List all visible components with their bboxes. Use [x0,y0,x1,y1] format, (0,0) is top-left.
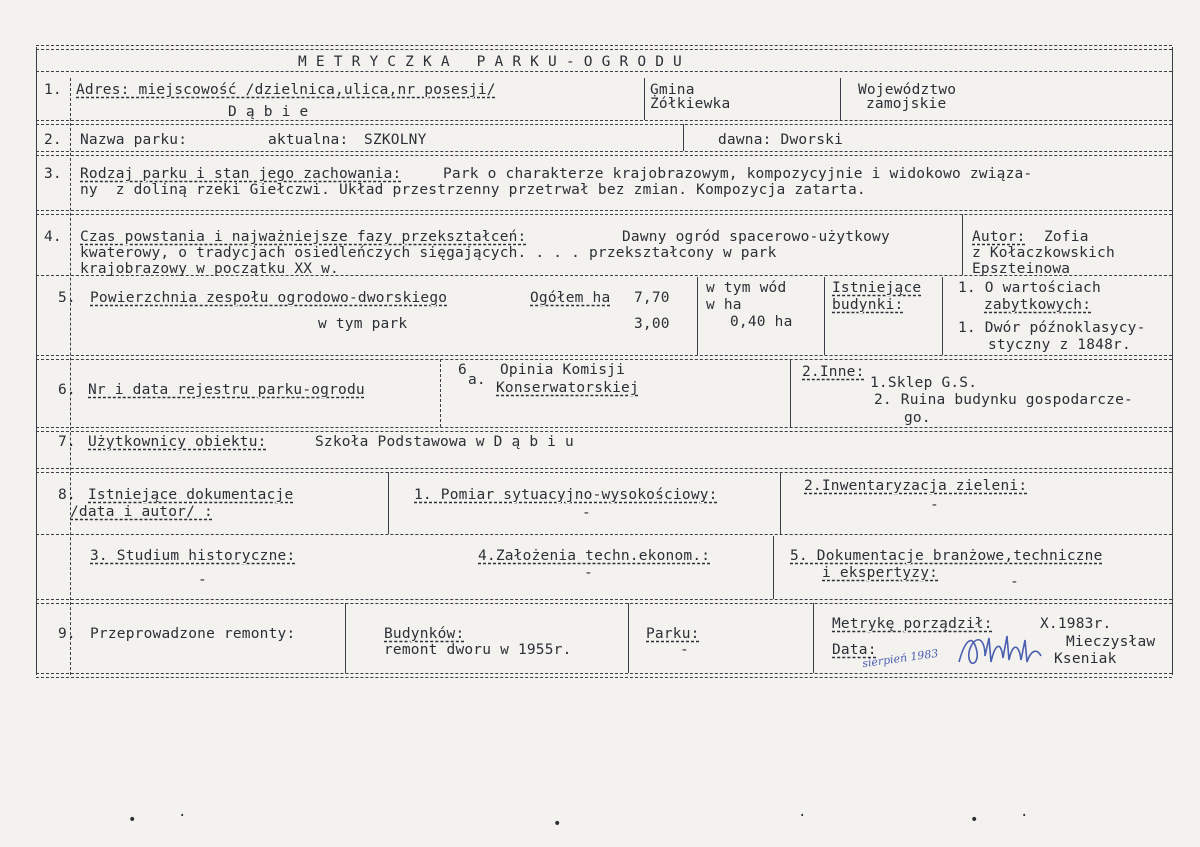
register-label: Nr i data rejestru parku-ogrodu [88,382,365,398]
author-name-1: Zofia [1044,229,1089,245]
opinion-number: 6 [458,362,467,378]
divider-r7 [36,468,1172,473]
divider-r6 [36,427,1172,432]
water-label-2: w ha [706,297,742,313]
page-mark: · [178,808,187,824]
greenery-label: 2.Inwentaryzacja zieleni: [804,478,1028,494]
survey-value: - [582,505,591,521]
r8-sep-a [388,472,389,534]
author-name-2: z Kołaczkowskich [972,245,1115,261]
gmina-label: Gmina [650,82,695,98]
voivodeship-label: Województwo [858,82,957,98]
r5-sep-a [697,277,698,355]
divider-r2 [36,151,1172,156]
r1-sep-b [840,78,841,120]
voivodeship-value: zamojskie [866,96,947,112]
docs-label-1: Istniejące dokumentacje [88,487,294,503]
gmina-value: Żółkiewka [650,96,731,112]
former-name: dawna: Dworski [718,132,844,148]
row-number-8: 8. [58,487,76,503]
r1-sep-a [644,78,645,120]
park-area-value: 3,00 [634,316,670,332]
row-number-3: 3. [44,166,62,182]
page-mark: • [970,812,979,828]
address-value: D ą b i e [228,104,309,120]
left-border [36,47,37,675]
econ-value: - [584,565,593,581]
history-study-label: 3. Studium historyczne: [90,548,296,564]
current-name-label: aktualna: [268,132,349,148]
page-mark: · [798,808,807,824]
history-text-1: Dawny ogród spacerowo-użytkowy [622,229,890,245]
area-label: Powierzchnia zespołu ogrodowo-dworskiego [90,290,448,306]
divider-r5 [36,355,1172,360]
buildings-repair-value: remont dworu w 1955r. [384,642,572,658]
row-number-7: 7. [58,434,76,450]
row-number-9: 9. [58,626,76,642]
valuable-buildings-3: 1. Dwór późnoklasycy- [958,320,1146,336]
park-area-label: w tym park [318,316,408,332]
divider-r3 [36,210,1172,215]
r9-sep-b [628,603,629,673]
users-label: Użytkownicy obiektu: [88,434,267,450]
prepared-name-2: Kseniak [1054,651,1117,667]
water-value: 0,40 ha [730,314,793,330]
survey-label: 1. Pomiar sytuacyjno-wysokościowy: [414,487,718,503]
signature-icon [955,622,1045,674]
prepared-by-label: Metrykę porządził: [832,616,993,632]
page-title: M E T R Y C Z K A P A R K U - O G R O D U [298,54,682,70]
opinion-letter: a. [468,372,486,388]
history-study-value: - [198,572,207,588]
author-name-3: Epszteinowa [972,261,1071,277]
current-name-value: SZKOLNY [364,132,427,148]
row-number-2: 2. [44,132,62,148]
r5-sep-c [942,277,943,355]
r8-sep-b [780,472,781,534]
handwritten-date: sierpień 1983 [861,646,940,671]
top-border [36,45,1172,50]
row-number-4: 4. [44,229,62,245]
history-text-2: kwaterowy, o tradycjach osiedleńczych sięgających. . . . przekształcony w park [80,245,777,261]
page-mark: · [1020,808,1029,824]
opinion-label-2: Konserwatorskiej [496,380,639,396]
divider-r1 [36,120,1172,125]
total-area-value: 7,70 [634,290,670,306]
address-label: Adres: miejscowość /dzielnica,ulica,nr posesji/ [76,82,496,98]
r4-sep [962,214,963,275]
park-type-label: Rodzaj parku i stan jego zachowania: [80,166,402,182]
branch-docs-label-2: i ekspertyzy: [822,565,939,581]
valuable-buildings-1: 1. O wartościach [958,280,1101,296]
title-underline [36,71,1172,72]
row-number-6: 6. [58,382,76,398]
buildings-label-1: Istniejące [832,280,922,296]
number-column-line [70,78,71,675]
park-name-label: Nazwa parku: [80,132,188,148]
branch-docs-value: - [1010,574,1019,590]
r9-sep-a [345,603,346,673]
r6-sep-b [790,359,791,427]
total-area-label: Ogółem ha [530,290,611,306]
valuable-buildings-2: zabytkowych: [984,297,1092,313]
econ-label: 4.Założenia techn.ekonom.: [478,548,711,564]
prepared-name-1: Mieczysław [1066,634,1156,650]
r2-sep [683,124,684,151]
users-value: Szkoła Podstawowa w D ą b i u [315,434,574,450]
valuable-buildings-4: styczny z 1848r. [988,337,1131,353]
branch-docs-label-1: 5. Dokumentacje branżowe,techniczne [790,548,1103,564]
park-type-text-1: Park o charakterze krajobrazowym, kompozycyjnie i widokowo związa- [443,166,1033,182]
divider-r8 [36,599,1172,604]
other-item-1: 1.Sklep G.S. [870,375,978,391]
park-repair-value: - [680,642,689,658]
author-label: Autor: [972,229,1026,245]
r6-sep-a [440,359,441,427]
other-label: 2.Inne: [802,364,865,380]
r8-sep-c [773,536,774,599]
history-label: Czas powstania i najważniejsze fazy przekształceń: [80,229,527,245]
buildings-label-2: budynki: [832,297,904,313]
docs-label-2: /data i autor/ : [70,504,213,520]
other-item-2: 2. Ruina budynku gospodarcze- [874,392,1133,408]
date-label: Data: [832,642,877,658]
park-repair-label: Parku: [646,626,700,642]
prepared-date: X.1983r. [1040,616,1112,632]
history-text-3: krajobrazowy w początku XX w. [80,261,339,277]
park-type-text-2: ny z doliną rzeki Giełczwi. Układ przestrzenny przetrwał bez zmian. Kompozycja zatarta. [80,182,866,198]
greenery-value: - [930,497,939,513]
r9-sep-c [813,603,814,673]
divider-r8-mid [36,534,1172,535]
right-border [1172,47,1173,675]
row-number-1: 1. [44,82,62,98]
page-mark: • [128,812,137,828]
buildings-repair-label: Budynków: [384,626,465,642]
water-label-1: w tym wód [706,280,787,296]
opinion-label-1: Opinia Komisji [500,362,626,378]
page-mark: • [553,816,562,832]
other-item-3: go. [904,410,931,426]
row-number-5: 5. [58,290,76,306]
r5-sep-b [824,277,825,355]
repairs-label: Przeprowadzone remonty: [90,626,296,642]
